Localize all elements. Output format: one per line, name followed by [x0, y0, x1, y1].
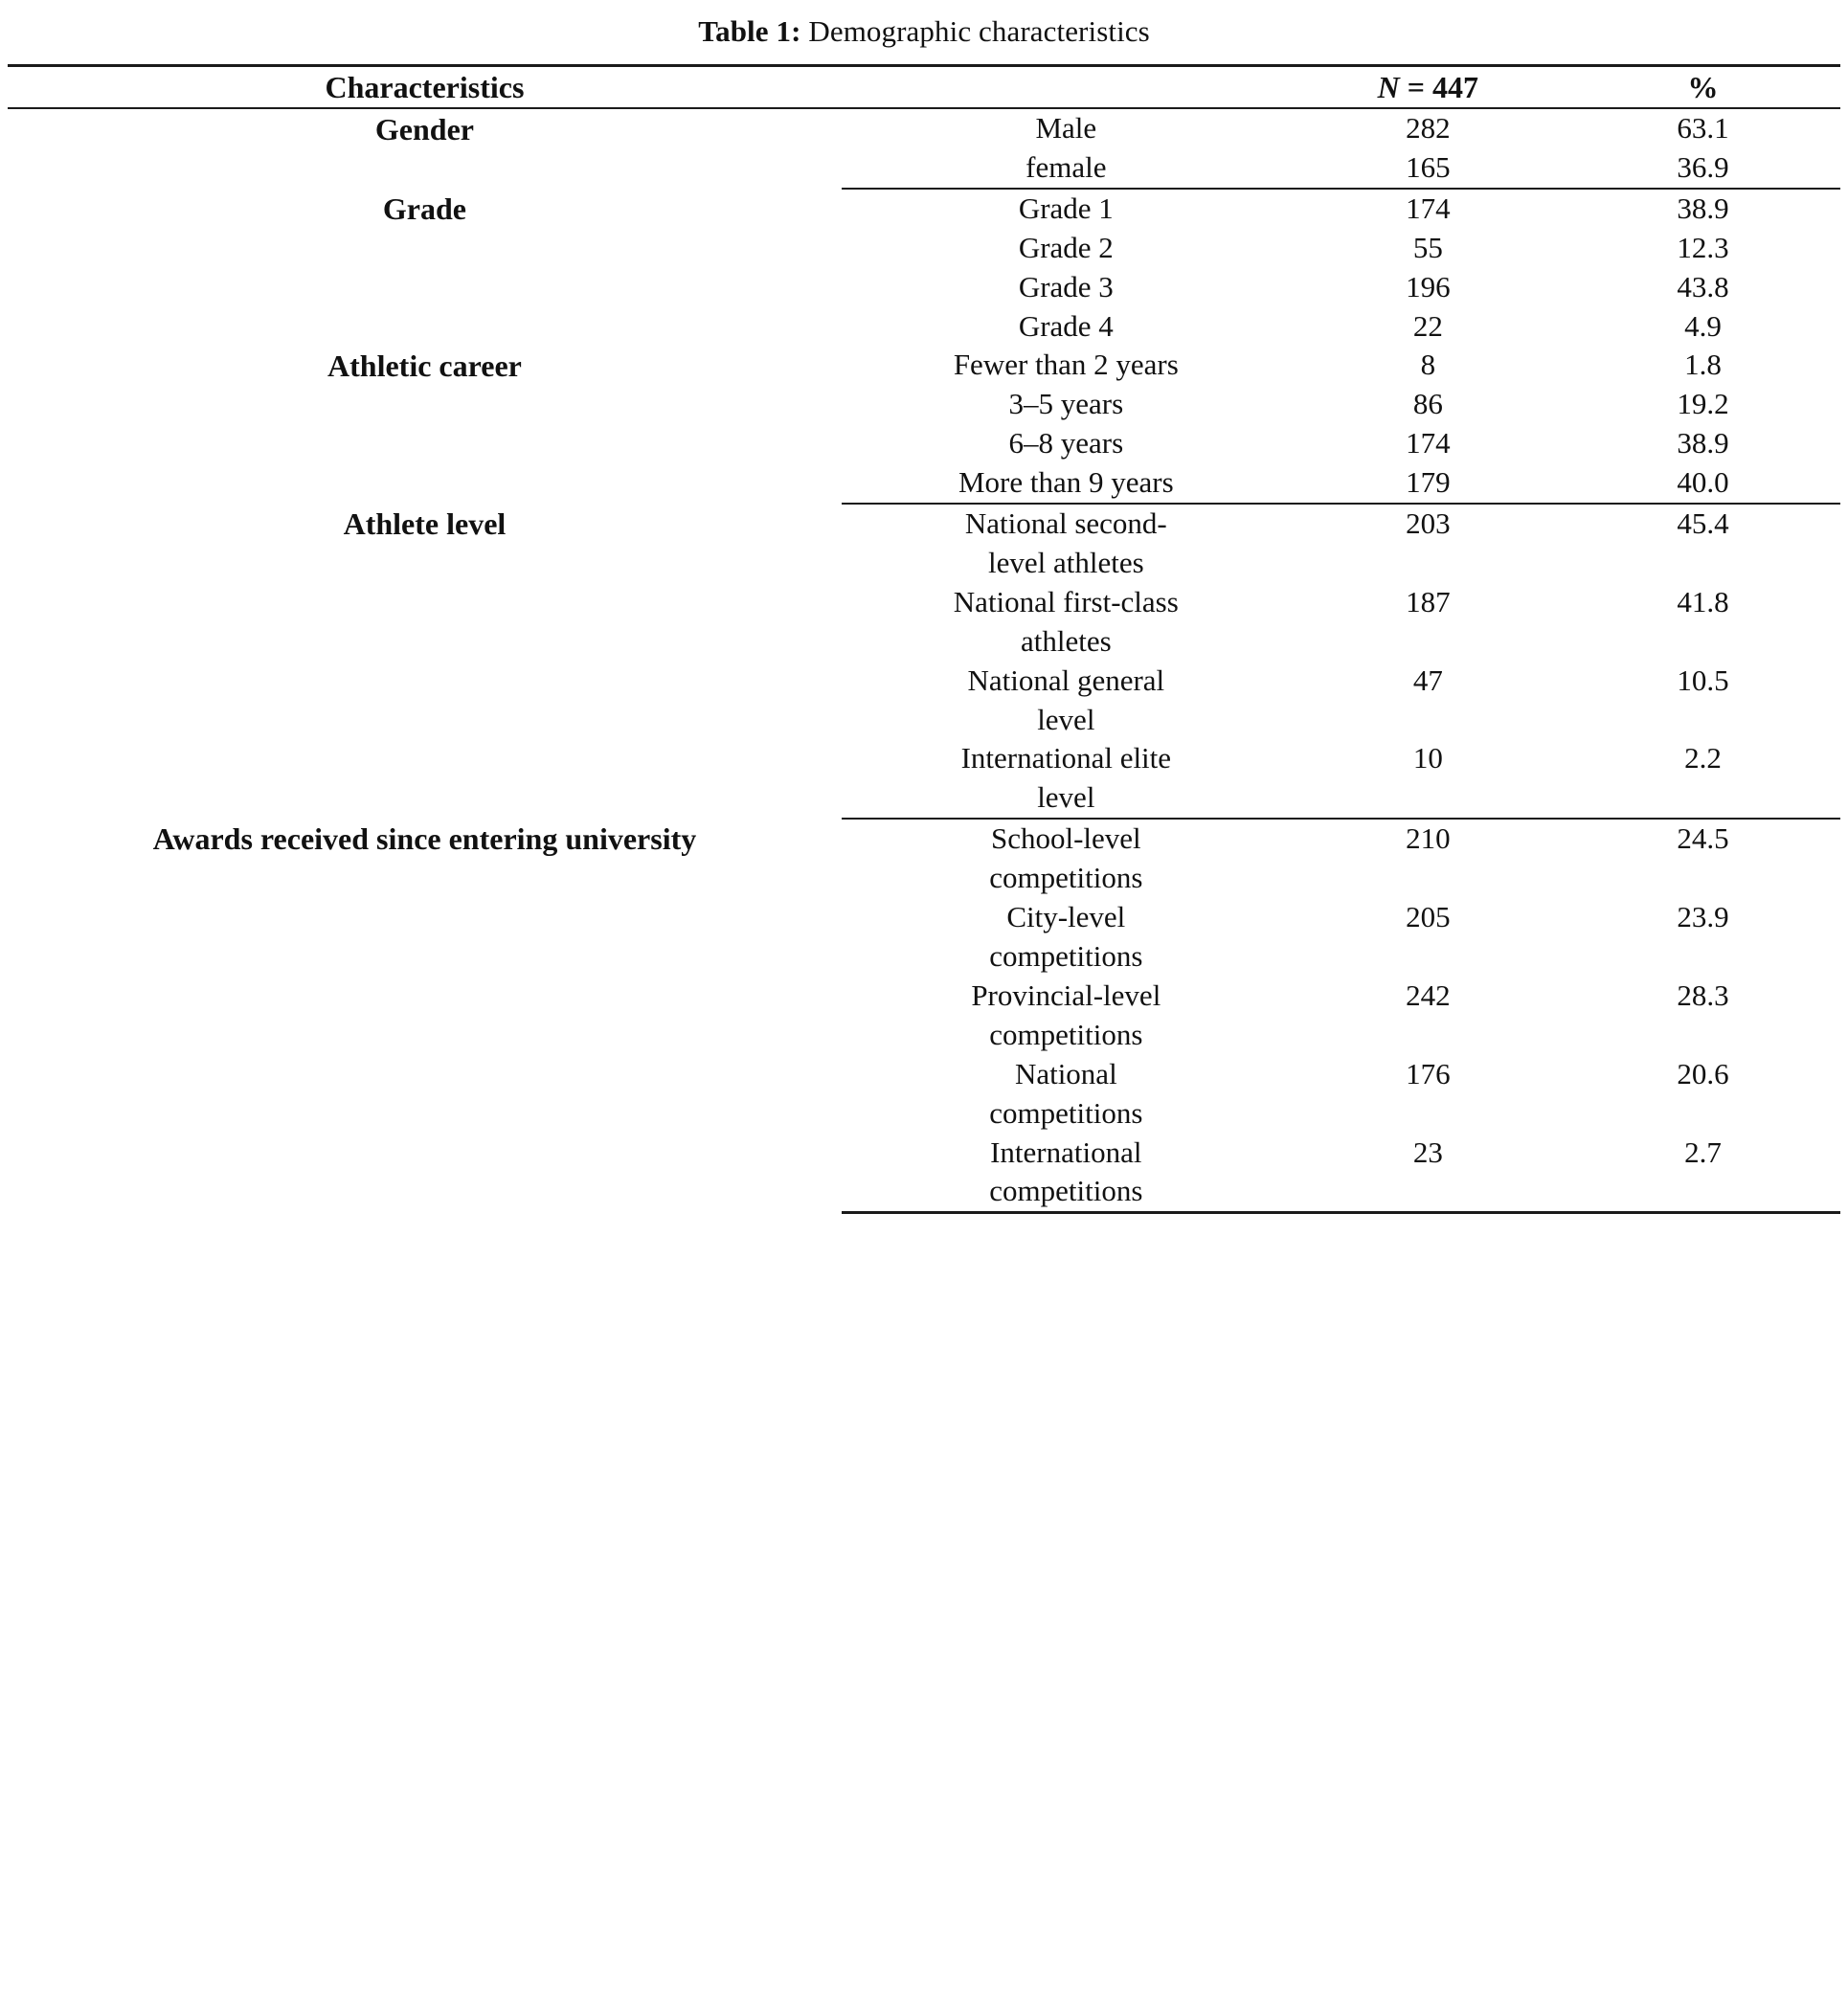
- demographic-table: [8, 64, 1840, 1215]
- group-label-athletic-career: Athletic career: [327, 348, 522, 384]
- n-cell: 174: [1406, 191, 1451, 225]
- table-row: [8, 819, 1840, 898]
- category-cell: [842, 977, 1291, 1055]
- category-cell: [842, 189, 1291, 229]
- n-cell: 23: [1291, 1134, 1566, 1213]
- n-cell: 203: [1406, 506, 1451, 541]
- pct-cell: 2.7: [1566, 1134, 1840, 1213]
- group-label-gender: Gender: [374, 111, 474, 146]
- pct-cell: 38.9: [1677, 426, 1729, 461]
- n-cell: 86: [1412, 387, 1443, 421]
- pct-cell: 23.9: [1677, 900, 1729, 934]
- n-cell: 165: [1291, 148, 1566, 189]
- pct-cell: 2.2: [1566, 739, 1840, 819]
- n-cell: 205: [1406, 900, 1451, 934]
- caption-text: Demographic characteristics: [800, 14, 1150, 48]
- group-label-awards: Awards received since entering university: [152, 821, 697, 857]
- header-n-rest: = 447: [1399, 69, 1478, 104]
- category-cell: [842, 268, 1291, 307]
- pct-cell: 45.4: [1677, 506, 1729, 541]
- pct-cell: 24.5: [1677, 821, 1729, 856]
- group-label-athlete-level: Athlete level: [343, 506, 507, 542]
- category-cell: [842, 148, 1291, 189]
- category-cell: [842, 463, 1291, 504]
- category-text: National second-level athletes: [964, 506, 1167, 579]
- table-row: [8, 108, 1840, 148]
- category-text: International elite level: [960, 741, 1172, 815]
- category-text: More than 9 years: [958, 465, 1174, 500]
- category-cell: [842, 898, 1291, 977]
- pct-cell: 36.9: [1566, 148, 1840, 189]
- category-cell: [842, 424, 1291, 463]
- category-text: National first-class athletes: [953, 584, 1179, 658]
- category-cell: [842, 583, 1291, 662]
- n-cell: 196: [1406, 269, 1451, 303]
- n-cell: 176: [1406, 1056, 1451, 1090]
- category-cell: [842, 1055, 1291, 1134]
- n-cell: 8: [1420, 348, 1436, 382]
- header-percent: %: [1566, 65, 1840, 108]
- n-cell: 22: [1412, 308, 1443, 343]
- pct-cell: 43.8: [1677, 269, 1729, 303]
- category-text: School-level competitions: [989, 821, 1143, 895]
- category-cell: [842, 346, 1291, 385]
- header-spacer: [842, 65, 1291, 108]
- group-label-grade: Grade: [382, 191, 466, 226]
- pct-cell: 4.9: [1684, 308, 1722, 343]
- category-cell: [842, 108, 1291, 148]
- n-cell: 282: [1406, 110, 1451, 145]
- header-n: [1291, 65, 1566, 108]
- category-text: Grade 4: [1018, 308, 1114, 343]
- n-cell: 210: [1406, 821, 1451, 856]
- table-row: [8, 189, 1840, 229]
- table-header-row: [8, 65, 1840, 108]
- pct-cell: 38.9: [1677, 191, 1729, 225]
- pct-cell: 19.2: [1677, 387, 1729, 421]
- category-cell: [842, 739, 1291, 819]
- category-cell: [842, 662, 1291, 740]
- category-text: Grade 2: [1018, 230, 1114, 264]
- pct-cell: 63.1: [1677, 110, 1729, 145]
- category-text: National general level: [967, 663, 1165, 736]
- category-text: female: [1025, 149, 1107, 184]
- category-text: Grade 3: [1018, 269, 1114, 303]
- pct-cell: 28.3: [1677, 978, 1729, 1012]
- category-text: 6–8 years: [1008, 426, 1124, 461]
- category-cell: [842, 819, 1291, 898]
- category-text: City-level competitions: [989, 900, 1143, 974]
- category-text: Fewer than 2 years: [953, 348, 1179, 382]
- n-cell: 179: [1291, 463, 1566, 504]
- pct-cell: 10.5: [1677, 663, 1729, 697]
- category-cell: [842, 504, 1291, 583]
- pct-cell: 12.3: [1677, 230, 1729, 264]
- pct-cell: 20.6: [1677, 1056, 1729, 1090]
- category-text: International competitions: [989, 1135, 1143, 1208]
- n-cell: 47: [1412, 663, 1443, 697]
- category-cell: [842, 1134, 1291, 1213]
- n-cell: 55: [1412, 230, 1443, 264]
- category-text: Male: [1035, 110, 1097, 145]
- category-text: National competitions: [989, 1056, 1143, 1130]
- category-cell: [842, 385, 1291, 424]
- table-caption: [8, 8, 1840, 64]
- n-cell: 242: [1406, 978, 1451, 1012]
- table-row: [8, 346, 1840, 385]
- header-n-italic: N: [1377, 69, 1400, 104]
- category-text: 3–5 years: [1008, 387, 1124, 421]
- category-cell: [842, 229, 1291, 268]
- caption-label: Table 1:: [698, 14, 801, 48]
- category-cell: [842, 307, 1291, 347]
- pct-cell: 1.8: [1684, 348, 1722, 382]
- n-cell: 174: [1406, 426, 1451, 461]
- n-cell: 10: [1291, 739, 1566, 819]
- n-cell: 187: [1406, 584, 1451, 618]
- category-text: Grade 1: [1018, 191, 1114, 225]
- pct-cell: 40.0: [1566, 463, 1840, 504]
- pct-cell: 41.8: [1677, 584, 1729, 618]
- header-characteristics: Characteristics: [8, 65, 842, 108]
- category-text: Provincial-level competitions: [971, 978, 1161, 1051]
- table-row: [8, 504, 1840, 583]
